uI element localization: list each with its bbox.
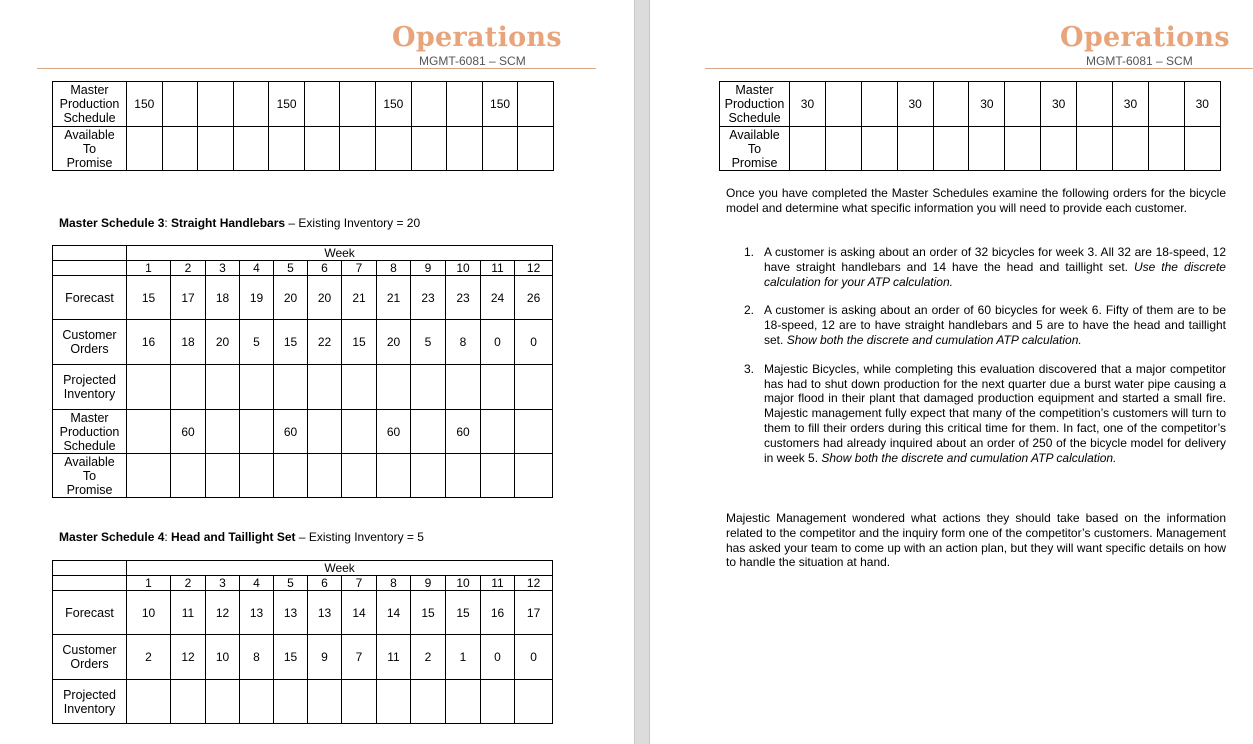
table-cell[interactable] xyxy=(233,127,269,171)
caption-title: Straight Handlebars xyxy=(171,216,286,230)
table-cell[interactable]: 8 xyxy=(446,320,481,365)
table-cell[interactable] xyxy=(825,82,861,127)
week-number: 5 xyxy=(274,261,308,276)
table-cell[interactable] xyxy=(515,410,553,454)
table-cell[interactable] xyxy=(515,454,553,498)
caption-prefix: Master Schedule 4 xyxy=(59,530,165,544)
table-row xyxy=(53,320,553,365)
table-row xyxy=(53,561,553,576)
table-cell[interactable] xyxy=(446,365,481,410)
week-header: Week xyxy=(127,246,553,261)
table-cell[interactable]: 21 xyxy=(342,276,377,320)
table-cell[interactable] xyxy=(411,410,446,454)
list-item xyxy=(726,362,1226,466)
table-cell[interactable]: 21 xyxy=(377,276,411,320)
table-cell[interactable] xyxy=(411,454,446,498)
table-cell[interactable] xyxy=(446,454,481,498)
header-cell xyxy=(53,576,127,591)
table-cell[interactable]: 7 xyxy=(342,635,377,680)
table-cell[interactable]: 1 xyxy=(446,635,481,680)
table-cell[interactable]: 15 xyxy=(274,320,308,365)
table-cell[interactable]: 16 xyxy=(481,591,515,635)
header-title: Operations xyxy=(392,22,562,53)
table-cell[interactable] xyxy=(308,365,342,410)
table-cell[interactable]: 30 xyxy=(1113,82,1149,127)
table-cell[interactable] xyxy=(308,680,342,724)
table-cell[interactable]: 11 xyxy=(171,591,206,635)
table-cell[interactable] xyxy=(342,365,377,410)
list-number: 3. xyxy=(744,361,755,376)
header-title: Operations xyxy=(1060,22,1230,53)
master-schedule-3-table xyxy=(52,245,553,498)
row-label-forecast: Forecast xyxy=(53,276,127,320)
table-cell[interactable] xyxy=(376,127,412,171)
table-cell[interactable] xyxy=(340,127,376,171)
table-cell[interactable]: 10 xyxy=(127,591,171,635)
table-cell[interactable] xyxy=(240,680,274,724)
table-cell[interactable]: 10 xyxy=(206,635,240,680)
table-cell[interactable]: 30 xyxy=(1184,82,1220,127)
table-cell[interactable]: 0 xyxy=(481,635,515,680)
table-row xyxy=(720,82,1221,127)
header-cell xyxy=(53,246,127,261)
master-schedule-continued-table xyxy=(719,81,1221,171)
table-cell[interactable]: 150 xyxy=(482,82,518,127)
table-row xyxy=(53,82,554,127)
table-cell[interactable]: 24 xyxy=(481,276,515,320)
page-gutter xyxy=(634,0,650,744)
table-cell[interactable] xyxy=(1005,127,1041,171)
week-number: 9 xyxy=(411,576,446,591)
week-number: 8 xyxy=(377,576,411,591)
week-number: 11 xyxy=(481,576,515,591)
week-number: 3 xyxy=(206,576,240,591)
table-cell[interactable] xyxy=(447,127,483,171)
week-number: 10 xyxy=(446,261,481,276)
table-cell[interactable]: 30 xyxy=(1041,82,1077,127)
table-cell[interactable] xyxy=(481,454,515,498)
table-cell[interactable] xyxy=(1184,127,1220,171)
table-cell[interactable] xyxy=(127,410,171,454)
table-cell[interactable] xyxy=(171,454,206,498)
table-cell[interactable] xyxy=(1041,127,1077,171)
table-cell[interactable]: 13 xyxy=(308,591,342,635)
week-header: Week xyxy=(127,561,553,576)
table-cell[interactable] xyxy=(308,454,342,498)
header-subtitle: MGMT-6081 – SCM xyxy=(419,54,526,68)
row-label-mps: Master Production Schedule xyxy=(53,410,127,454)
table-cell[interactable]: 150 xyxy=(269,82,305,127)
table-cell[interactable]: 60 xyxy=(171,410,206,454)
table-row xyxy=(53,635,553,680)
table-row xyxy=(53,680,553,724)
header-subtitle: MGMT-6081 – SCM xyxy=(1086,54,1193,68)
week-number: 7 xyxy=(342,576,377,591)
table-cell[interactable] xyxy=(127,127,163,171)
table-cell[interactable]: 15 xyxy=(274,635,308,680)
table-cell[interactable]: 15 xyxy=(446,591,481,635)
table-row xyxy=(53,365,553,410)
table-cell[interactable]: 30 xyxy=(790,82,826,127)
question-instruction: Use the discrete calculation for your ATP calculation. xyxy=(764,259,1226,289)
table-cell[interactable]: 23 xyxy=(446,276,481,320)
table-cell[interactable]: 20 xyxy=(377,320,411,365)
table-cell[interactable] xyxy=(481,680,515,724)
table-cell[interactable]: 14 xyxy=(342,591,377,635)
table-cell[interactable] xyxy=(127,365,171,410)
table-cell[interactable] xyxy=(206,454,240,498)
header-rule xyxy=(705,68,1253,69)
table-cell[interactable] xyxy=(1077,82,1113,127)
week-number: 11 xyxy=(481,261,515,276)
table-cell[interactable] xyxy=(308,410,342,454)
table-cell[interactable]: 19 xyxy=(240,276,274,320)
table-row xyxy=(53,410,553,454)
table-cell[interactable]: 150 xyxy=(127,82,163,127)
table-row xyxy=(53,576,553,591)
table-cell[interactable] xyxy=(482,127,518,171)
week-number: 2 xyxy=(171,576,206,591)
table-cell[interactable] xyxy=(171,680,206,724)
table-cell[interactable]: 13 xyxy=(240,591,274,635)
row-label-projected-inventory: Projected Inventory xyxy=(53,680,127,724)
table-cell[interactable] xyxy=(861,127,897,171)
question-instruction: Show both the discrete and cumulation ATP calculation. xyxy=(821,450,1117,465)
table-cell[interactable]: 0 xyxy=(515,320,553,365)
table-cell[interactable]: 2 xyxy=(127,635,171,680)
list-item xyxy=(726,303,1226,347)
caption-title: Head and Taillight Set xyxy=(171,530,296,544)
question-text: A customer is asking about an order of 32 bicycles for week 3. All 32 are 18-speed, 12 have straight handlebars and 14 have the head and taillight set. xyxy=(764,245,1226,274)
table-cell[interactable] xyxy=(304,127,340,171)
list-number: 2. xyxy=(744,303,755,318)
table-cell[interactable] xyxy=(198,127,234,171)
table-cell[interactable] xyxy=(206,365,240,410)
table-cell[interactable] xyxy=(240,410,274,454)
table-cell[interactable] xyxy=(518,127,554,171)
table-cell[interactable] xyxy=(518,82,554,127)
table-cell[interactable] xyxy=(342,680,377,724)
row-label-forecast: Forecast xyxy=(53,591,127,635)
table-cell[interactable] xyxy=(274,365,308,410)
week-number: 4 xyxy=(240,261,274,276)
week-number: 12 xyxy=(515,261,553,276)
table-cell[interactable]: 5 xyxy=(240,320,274,365)
table-cell[interactable] xyxy=(1005,82,1041,127)
table-cell[interactable]: 30 xyxy=(897,82,933,127)
week-number: 4 xyxy=(240,576,274,591)
table-cell[interactable]: 30 xyxy=(969,82,1005,127)
table-cell[interactable]: 2 xyxy=(411,635,446,680)
week-number: 6 xyxy=(308,261,342,276)
list-number: 1. xyxy=(744,245,755,259)
row-label-atp: Available To Promise xyxy=(720,127,790,171)
table-cell[interactable]: 9 xyxy=(308,635,342,680)
table-cell[interactable] xyxy=(240,454,274,498)
table-row xyxy=(53,276,553,320)
table-cell[interactable]: 17 xyxy=(515,591,553,635)
table-cell[interactable] xyxy=(162,82,198,127)
table-cell[interactable]: 15 xyxy=(411,591,446,635)
table-cell[interactable] xyxy=(342,454,377,498)
table-cell[interactable] xyxy=(206,410,240,454)
row-label-atp: Available To Promise xyxy=(53,454,127,498)
table-cell[interactable] xyxy=(790,127,826,171)
table-cell[interactable] xyxy=(342,410,377,454)
table-cell[interactable] xyxy=(446,680,481,724)
row-label-mps: Master Production Schedule xyxy=(720,82,790,127)
header-cell xyxy=(53,561,127,576)
week-number: 10 xyxy=(446,576,481,591)
question-instruction: Show both the discrete and cumulation ATP calculation. xyxy=(786,332,1082,347)
table-cell[interactable] xyxy=(481,365,515,410)
table-cell[interactable] xyxy=(377,365,411,410)
schedule-3-caption xyxy=(59,216,420,230)
table-cell[interactable] xyxy=(240,365,274,410)
table-cell[interactable] xyxy=(1148,127,1184,171)
table-cell[interactable]: 12 xyxy=(171,635,206,680)
table-cell[interactable] xyxy=(269,127,305,171)
table-cell[interactable]: 23 xyxy=(411,276,446,320)
table-cell[interactable]: 12 xyxy=(206,591,240,635)
header-cell xyxy=(53,261,127,276)
table-cell[interactable]: 13 xyxy=(274,591,308,635)
table-cell[interactable]: 0 xyxy=(481,320,515,365)
table-cell[interactable] xyxy=(481,410,515,454)
row-label-atp: Available To Promise xyxy=(53,127,127,171)
week-number: 3 xyxy=(206,261,240,276)
table-cell[interactable]: 26 xyxy=(515,276,553,320)
table-row xyxy=(53,454,553,498)
table-cell[interactable] xyxy=(1148,82,1184,127)
table-cell[interactable] xyxy=(377,454,411,498)
table-cell[interactable] xyxy=(274,454,308,498)
header-rule xyxy=(37,68,596,69)
week-number: 12 xyxy=(515,576,553,591)
row-label-mps: Master Production Schedule xyxy=(53,82,127,127)
table-cell[interactable]: 11 xyxy=(377,635,411,680)
table-cell[interactable]: 14 xyxy=(377,591,411,635)
list-item xyxy=(726,245,1226,289)
table-cell[interactable] xyxy=(274,680,308,724)
schedule-4-caption xyxy=(59,530,424,544)
table-cell[interactable] xyxy=(127,680,171,724)
table-cell[interactable] xyxy=(233,82,269,127)
table-cell[interactable] xyxy=(933,127,969,171)
week-number: 1 xyxy=(127,576,171,591)
table-cell[interactable]: 60 xyxy=(377,410,411,454)
table-cell[interactable]: 60 xyxy=(446,410,481,454)
week-number: 1 xyxy=(127,261,171,276)
table-cell[interactable] xyxy=(861,82,897,127)
table-row xyxy=(53,246,553,261)
table-cell[interactable]: 20 xyxy=(206,320,240,365)
week-number: 5 xyxy=(274,576,308,591)
master-schedule-4-table xyxy=(52,560,553,724)
table-row xyxy=(720,127,1221,171)
week-number: 7 xyxy=(342,261,377,276)
table-row xyxy=(53,591,553,635)
table-cell[interactable] xyxy=(340,82,376,127)
caption-separator: : xyxy=(164,530,172,544)
table-cell[interactable] xyxy=(411,127,447,171)
table-cell[interactable] xyxy=(206,680,240,724)
table-row xyxy=(53,127,554,171)
table-cell[interactable] xyxy=(447,82,483,127)
intro-paragraph: Once you have completed the Master Schedules examine the following orders for the bicycle model and determine what specific information you will need to provide each customer. xyxy=(726,186,1226,215)
table-cell[interactable] xyxy=(515,365,553,410)
row-label-projected-inventory: Projected Inventory xyxy=(53,365,127,410)
question-text: A customer is asking about an order of 60 bicycles for week 6. Fifty of them are to be 18-speed, 12 are to have straight handlebars and 5 are to have the head and taillight set. xyxy=(764,303,1226,347)
table-cell[interactable]: 8 xyxy=(240,635,274,680)
table-cell[interactable] xyxy=(162,127,198,171)
table-cell[interactable] xyxy=(1113,127,1149,171)
week-number: 6 xyxy=(308,576,342,591)
table-cell[interactable] xyxy=(969,127,1005,171)
table-cell[interactable]: 150 xyxy=(376,82,412,127)
table-cell[interactable]: 18 xyxy=(206,276,240,320)
table-cell[interactable]: 20 xyxy=(308,276,342,320)
table-cell[interactable] xyxy=(377,680,411,724)
table-cell[interactable] xyxy=(171,365,206,410)
table-cell[interactable] xyxy=(515,680,553,724)
table-cell[interactable]: 0 xyxy=(515,635,553,680)
table-row xyxy=(53,261,553,276)
table-cell[interactable] xyxy=(933,82,969,127)
caption-inventory: – Existing Inventory = 5 xyxy=(295,530,424,544)
table-cell[interactable]: 17 xyxy=(171,276,206,320)
question-list xyxy=(726,245,1226,479)
table-cell[interactable]: 20 xyxy=(274,276,308,320)
question-text: Majestic Bicycles, while completing this evaluation discovered that a major competitor has had to shut down production for the next quarter due a burst water pipe causing a major flood in their plant that damaged production equipment and started a small fire. Majestic management fully expect that many of the competition’s customers will turn to them to fill their orders during this critical time for them. In fact, one of the competitor’s customers had already inquired about an order of 250 of the bicycle model for delivery in week 5. xyxy=(764,361,1226,465)
row-label-customer-orders: Customer Orders xyxy=(53,320,127,365)
week-number: 8 xyxy=(377,261,411,276)
closing-paragraph: Majestic Management wondered what actions they should take based on the information related to the competitor and the inquiry form one of the competitor’s customers. Management has asked your team to come up with an action plan, but they will want specific details on how to handle the situation at hand. xyxy=(726,511,1226,570)
table-cell[interactable] xyxy=(825,127,861,171)
week-number: 2 xyxy=(171,261,206,276)
table-cell[interactable] xyxy=(897,127,933,171)
row-label-customer-orders: Customer Orders xyxy=(53,635,127,680)
table-cell[interactable] xyxy=(411,680,446,724)
week-number: 9 xyxy=(411,261,446,276)
master-schedule-2-continued-table xyxy=(52,81,554,171)
table-cell[interactable] xyxy=(304,82,340,127)
caption-inventory: – Existing Inventory = 20 xyxy=(285,216,421,230)
table-cell[interactable] xyxy=(1077,127,1113,171)
table-cell[interactable]: 60 xyxy=(274,410,308,454)
caption-separator: : xyxy=(164,216,172,230)
table-cell[interactable] xyxy=(411,365,446,410)
table-cell[interactable]: 15 xyxy=(127,276,171,320)
table-cell[interactable]: 22 xyxy=(308,320,342,365)
table-cell[interactable]: 5 xyxy=(411,320,446,365)
table-cell[interactable] xyxy=(198,82,234,127)
table-cell[interactable] xyxy=(127,454,171,498)
table-cell[interactable]: 15 xyxy=(342,320,377,365)
table-cell[interactable]: 18 xyxy=(171,320,206,365)
table-cell[interactable]: 16 xyxy=(127,320,171,365)
document-page-right xyxy=(650,0,1253,744)
caption-prefix: Master Schedule 3 xyxy=(59,216,165,230)
table-cell[interactable] xyxy=(411,82,447,127)
